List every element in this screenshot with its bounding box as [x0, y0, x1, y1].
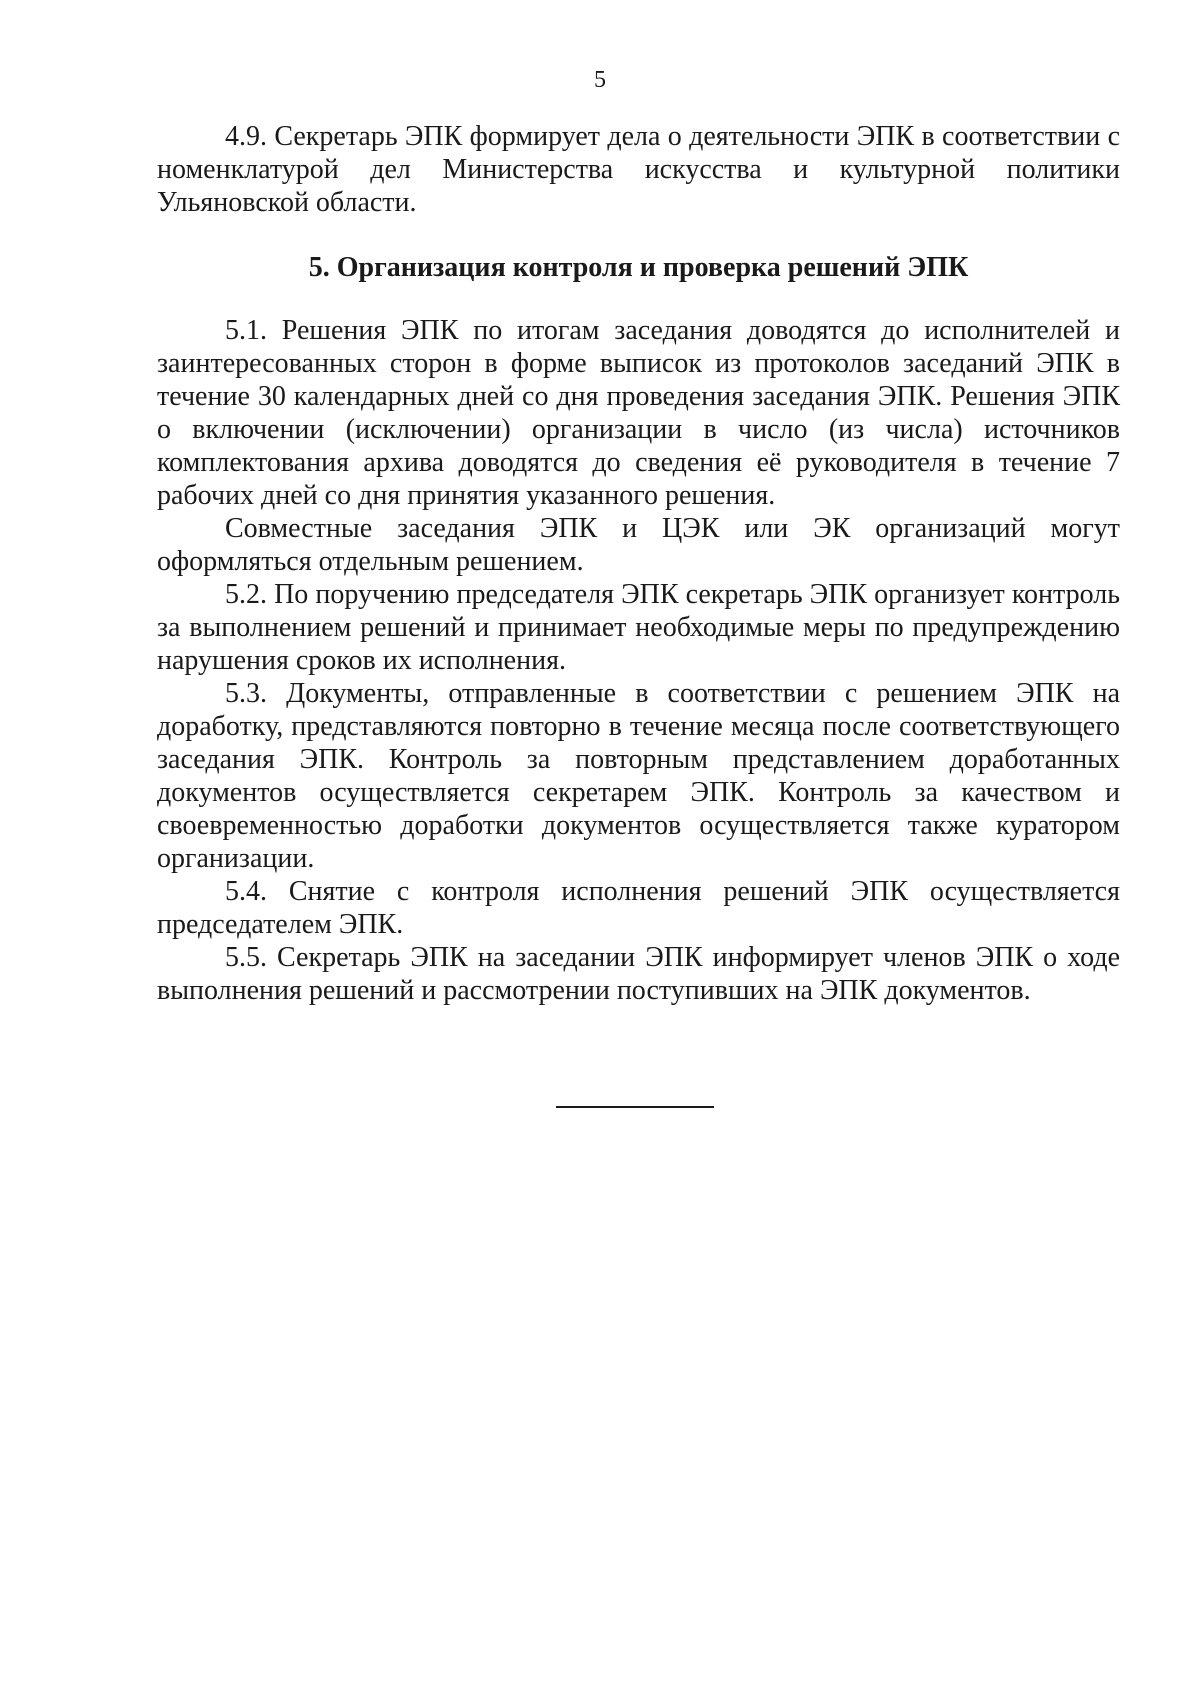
document-body — [157, 120, 1120, 1007]
paragraph-5-1-joint-meetings: Совместные заседания ЭПК и ЦЭК или ЭК организаций могут оформляться отдельным решением. — [157, 513, 1120, 577]
end-divider-line — [556, 1106, 714, 1108]
paragraph-4-9: 4.9. Секретарь ЭПК формирует дела о деятельности ЭПК в соответствии с номенклатурой дел Министерства искусства и культурной политики Ульяновской области. — [157, 121, 1120, 218]
paragraph-5-3: 5.3. Документы, отправленные в соответствии с решением ЭПК на доработку, представляются повторно в течение месяца после соответствующего заседания ЭПК. Контроль за повторным представлением доработанных документов осуществляется секретарем ЭПК. Контроль за качеством и своевременностью доработки документов осуществляется также куратором организации. — [157, 678, 1120, 874]
paragraph-5-2: 5.2. По поручению председателя ЭПК секретарь ЭПК организует контроль за выполнением решений и принимает необходимые меры по предупреждению нарушения сроков их исполнения. — [157, 579, 1120, 676]
paragraph-5-4: 5.4. Снятие с контроля исполнения решений ЭПК осуществляется председателем ЭПК. — [157, 876, 1120, 940]
section-heading: 5. Организация контроля и проверка решений ЭПК — [308, 252, 969, 283]
page-number: 5 — [594, 67, 606, 93]
paragraph-5-5: 5.5. Секретарь ЭПК на заседании ЭПК информирует членов ЭПК о ходе выполнения решений и рассмотрении поступивших на ЭПК документов. — [157, 942, 1120, 1006]
paragraph-5-1: 5.1. Решения ЭПК по итогам заседания доводятся до исполнителей и заинтересованных сторон в форме выписок из протоколов заседаний ЭПК в течение 30 календарных дней со дня проведения заседания ЭПК. Решения ЭПК о включении (исключении) организации в число (из числа) источников комплектования архива доводятся до сведения её руководителя в течение 7 рабочих дней со дня принятия указанного решения. — [157, 315, 1120, 511]
